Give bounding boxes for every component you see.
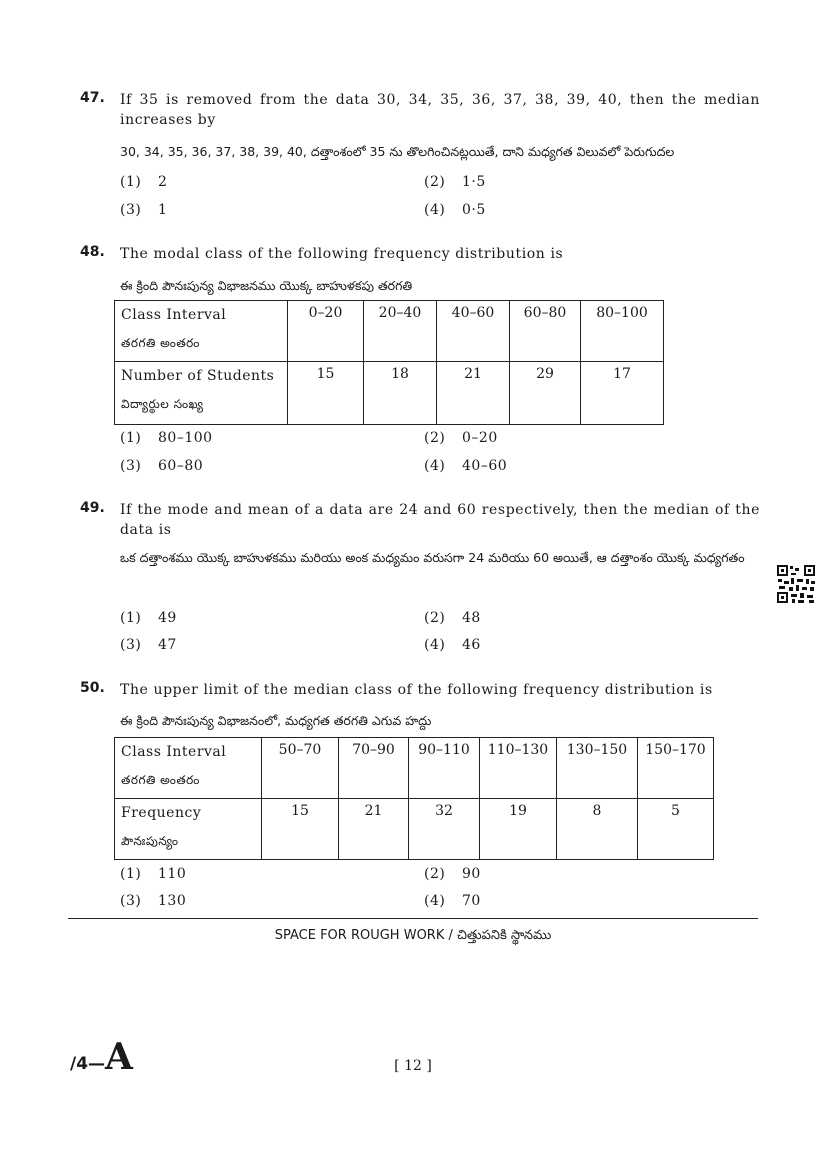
table-cell: 0–20 [288, 301, 364, 362]
row-label-students: Number of Students విద్యార్థుల సంఖ్య [115, 362, 288, 425]
question-text-english: If the mode and mean of a data are 24 and 60 respectively, then the median of the data is [120, 502, 760, 538]
option-2[interactable]: (2) 0–20 [424, 430, 498, 446]
table-cell: 20–40 [364, 301, 437, 362]
frequency-table-48 [114, 300, 664, 425]
table-cell: 17 [581, 362, 664, 425]
option-2[interactable]: (2) 90 [424, 866, 481, 882]
table-cell: 8 [557, 799, 638, 860]
rough-work-label: SPACE FOR ROUGH WORK / చిత్తుపనికి స్థానము [274, 928, 552, 943]
table-cell: 60–80 [510, 301, 581, 362]
question-text-english: The modal class of the following frequency distribution is [120, 246, 564, 262]
question-number: 48. [80, 244, 105, 260]
row-label-frequency: Frequency పౌనఃపున్యం [115, 799, 262, 860]
table-cell: 130–150 [557, 738, 638, 799]
option-3[interactable]: (3) 47 [120, 637, 177, 653]
table-cell: 90–110 [409, 738, 480, 799]
table-cell: 50–70 [262, 738, 339, 799]
question-number: 47. [80, 90, 105, 106]
option-3[interactable]: (3) 60–80 [120, 458, 204, 474]
table-cell: 15 [288, 362, 364, 425]
row-label-class-interval: Class Interval తరగతి అంతరం [115, 738, 262, 799]
question-text-english: The upper limit of the median class of the following frequency distribution is [120, 682, 713, 698]
table-cell: 21 [437, 362, 510, 425]
option-4[interactable]: (4) 70 [424, 893, 481, 909]
question-text-english: If 35 is removed from the data 30, 34, 35, 36, 37, 38, 39, 40, then the median increases by [120, 92, 760, 128]
table-cell: 70–90 [339, 738, 409, 799]
table-cell: 29 [510, 362, 581, 425]
option-4[interactable]: (4) 46 [424, 637, 481, 653]
table-cell: 80–100 [581, 301, 664, 362]
question-text-telugu: ఈ క్రింది పౌనఃపున్య విభాజనంలో, మధ్యగత తరగతి ఎగువ హద్దు [120, 713, 432, 728]
table-cell: 21 [339, 799, 409, 860]
table-cell: 150–170 [638, 738, 714, 799]
table-cell: 40–60 [437, 301, 510, 362]
table-cell: 19 [480, 799, 557, 860]
booklet-letter: A [105, 1036, 133, 1078]
question-text-telugu: ఈ క్రింది పౌనఃపున్య విభాజనము యొక్క బాహుళకపు తరగతి [120, 278, 413, 293]
option-3[interactable]: (3) 130 [120, 893, 187, 909]
table-cell: 18 [364, 362, 437, 425]
row-label-class-interval: Class Interval తరగతి అంతరం [115, 301, 288, 362]
question-text-telugu: 30, 34, 35, 36, 37, 38, 39, 40, దత్తాంశంలో 35 ను తొలగించినట్లయితే, దాని మధ్యగత విలువలో పెరుగుదల [120, 144, 675, 159]
table-cell: 15 [262, 799, 339, 860]
option-2[interactable]: (2) 1·5 [424, 174, 486, 190]
option-3[interactable]: (3) 1 [120, 202, 168, 218]
question-number: 50. [80, 680, 105, 696]
page-number: [ 12 ] [394, 1058, 432, 1074]
option-1[interactable]: (1) 2 [120, 174, 168, 190]
question-text-telugu: ఒక దత్తాంశము యొక్క బాహుళకము మరియు అంక మధ్యమం వరుసగా 24 మరియు 60 అయితే, ఆ దత్తాంశం యొక్క మధ్యగతం [120, 550, 745, 565]
option-2[interactable]: (2) 48 [424, 610, 481, 626]
qr-code-icon [776, 564, 816, 604]
frequency-table-50 [114, 737, 714, 860]
option-1[interactable]: (1) 49 [120, 610, 177, 626]
option-4[interactable]: (4) 40–60 [424, 458, 508, 474]
table-cell: 32 [409, 799, 480, 860]
table-cell: 5 [638, 799, 714, 860]
booklet-prefix: /4— [70, 1054, 106, 1074]
option-1[interactable]: (1) 110 [120, 866, 187, 882]
option-1[interactable]: (1) 80–100 [120, 430, 213, 446]
question-number: 49. [80, 500, 105, 516]
divider [68, 918, 758, 919]
option-4[interactable]: (4) 0·5 [424, 202, 486, 218]
table-cell: 110–130 [480, 738, 557, 799]
